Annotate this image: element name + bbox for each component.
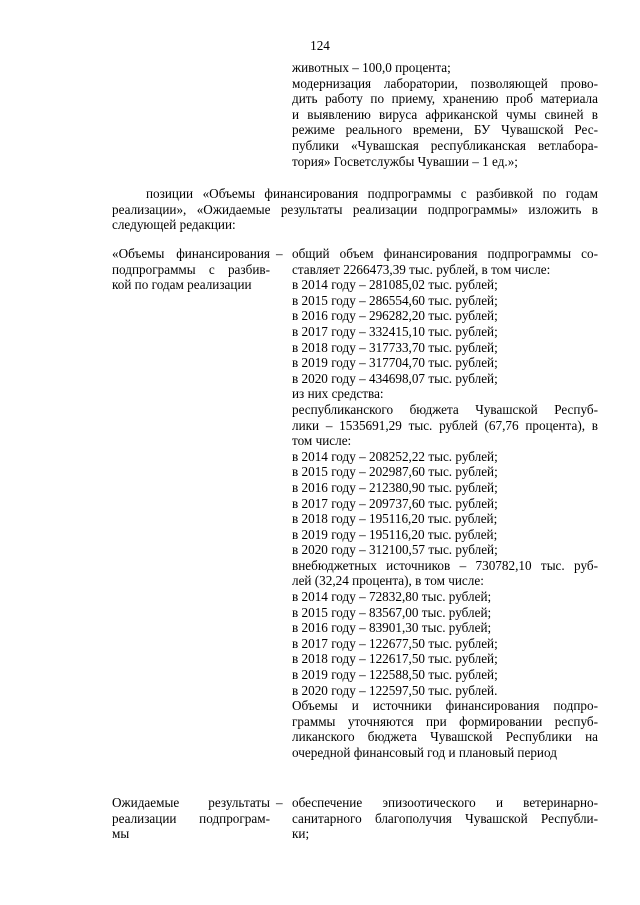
- row-dash: –: [276, 246, 283, 261]
- content-line: том числе:: [292, 433, 352, 449]
- content-line: из них средства:: [292, 386, 384, 402]
- content-line: в 2019 году – 317704,70 тыс. рублей;: [292, 355, 498, 371]
- text-line: модернизация лаборатории, позволяющей прово-: [292, 75, 598, 91]
- text-line: и выявлению вируса африканской чумы свиней в: [292, 106, 598, 122]
- content-line: в 2016 году – 212380,90 тыс. рублей;: [292, 479, 498, 495]
- financing-content: [292, 246, 598, 761]
- content-line: в 2018 году – 195116,20 тыс. рублей;: [292, 511, 498, 527]
- content-line: в 2018 году – 317733,70 тыс. рублей;: [292, 339, 498, 355]
- content-line: ставляет 2266473,39 тыс. рублей, в том числе:: [292, 261, 551, 277]
- text-line: режиме реального времени, БУ Чувашской Рес-: [292, 122, 598, 138]
- content-line: обеспечение эпизоотического и ветеринарно-: [292, 795, 598, 810]
- content-line: в 2017 году – 209737,60 тыс. рублей;: [292, 495, 498, 511]
- label-line: подпрограммы с разбив-: [112, 261, 270, 277]
- content-line: в 2017 году – 332415,10 тыс. рублей;: [292, 323, 498, 339]
- text-line: публики «Чувашская республиканская ветлабора-: [292, 137, 598, 153]
- content-line: в 2015 году – 202987,60 тыс. рублей;: [292, 464, 498, 480]
- text-line: дить работу по приему, хранению проб материала: [292, 91, 598, 107]
- content-line: ки;: [292, 826, 310, 842]
- top-text-block: [292, 60, 598, 169]
- text-line: реализации», «Ожидаемые результаты реализации подпрограммы» изложить в: [112, 201, 598, 217]
- content-line: санитарного благополучия Чувашской Республи-: [292, 810, 598, 826]
- content-line: Объемы и источники финансирования подпро-: [292, 698, 598, 714]
- content-line: республиканского бюджета Чувашской Респуб-: [292, 401, 598, 417]
- content-line: в 2020 году – 122597,50 тыс. рублей.: [292, 682, 498, 698]
- content-line: в 2020 году – 434698,07 тыс. рублей;: [292, 370, 498, 386]
- content-line: в 2015 году – 286554,60 тыс. рублей;: [292, 292, 498, 308]
- content-line: граммы уточняются при формировании респуб-: [292, 713, 598, 729]
- content-line: в 2014 году – 72832,80 тыс. рублей;: [292, 589, 492, 605]
- content-line: в 2016 году – 83901,30 тыс. рублей;: [292, 620, 492, 636]
- content-line: в 2020 году – 312100,57 тыс. рублей;: [292, 542, 498, 558]
- label-line: мы: [112, 826, 130, 842]
- row-dash: –: [276, 795, 283, 810]
- text-line: животных – 100,0 процента;: [292, 60, 451, 75]
- content-line: в 2014 году – 281085,02 тыс. рублей;: [292, 277, 498, 293]
- content-line: в 2017 году – 122677,50 тыс. рублей;: [292, 635, 498, 651]
- label-line: реализации подпрограм-: [112, 810, 270, 826]
- content-line: в 2019 году – 195116,20 тыс. рублей;: [292, 526, 498, 542]
- intro-paragraph: [112, 186, 598, 233]
- content-line: в 2018 году – 122617,50 тыс. рублей;: [292, 651, 498, 667]
- content-line: общий объем финансирования подпрограммы со-: [292, 246, 598, 261]
- content-line: внебюджетных источников – 730782,10 тыс. руб-: [292, 557, 598, 573]
- text-line: позиции «Объемы финансирования подпрограммы с разбивкой по годам: [146, 186, 598, 201]
- label-line: Ожидаемые результаты: [112, 795, 270, 810]
- content-line: ликанского бюджета Чувашской Республики на: [292, 729, 598, 745]
- text-line: следующей редакции:: [112, 217, 236, 233]
- content-line: в 2014 году – 208252,22 тыс. рублей;: [292, 448, 498, 464]
- content-line: очередной финансовый год и плановый период: [292, 745, 557, 760]
- content-line: лей (32,24 процента), в том числе:: [292, 573, 484, 589]
- results-label: [112, 795, 270, 842]
- results-content: [292, 795, 598, 842]
- financing-label: [112, 246, 270, 293]
- label-line: «Объемы финансирования: [112, 246, 270, 261]
- content-line: в 2015 году – 83567,00 тыс. рублей;: [292, 604, 492, 620]
- page-number: 124: [310, 38, 330, 53]
- label-line: кой по годам реализации: [112, 277, 252, 293]
- content-line: лики – 1535691,29 тыс. рублей (67,76 процента), в: [292, 417, 598, 433]
- text-line: тория» Госветслужбы Чувашии – 1 ед.»;: [292, 153, 518, 169]
- content-line: в 2016 году – 296282,20 тыс. рублей;: [292, 308, 498, 324]
- content-line: в 2019 году – 122588,50 тыс. рублей;: [292, 667, 498, 683]
